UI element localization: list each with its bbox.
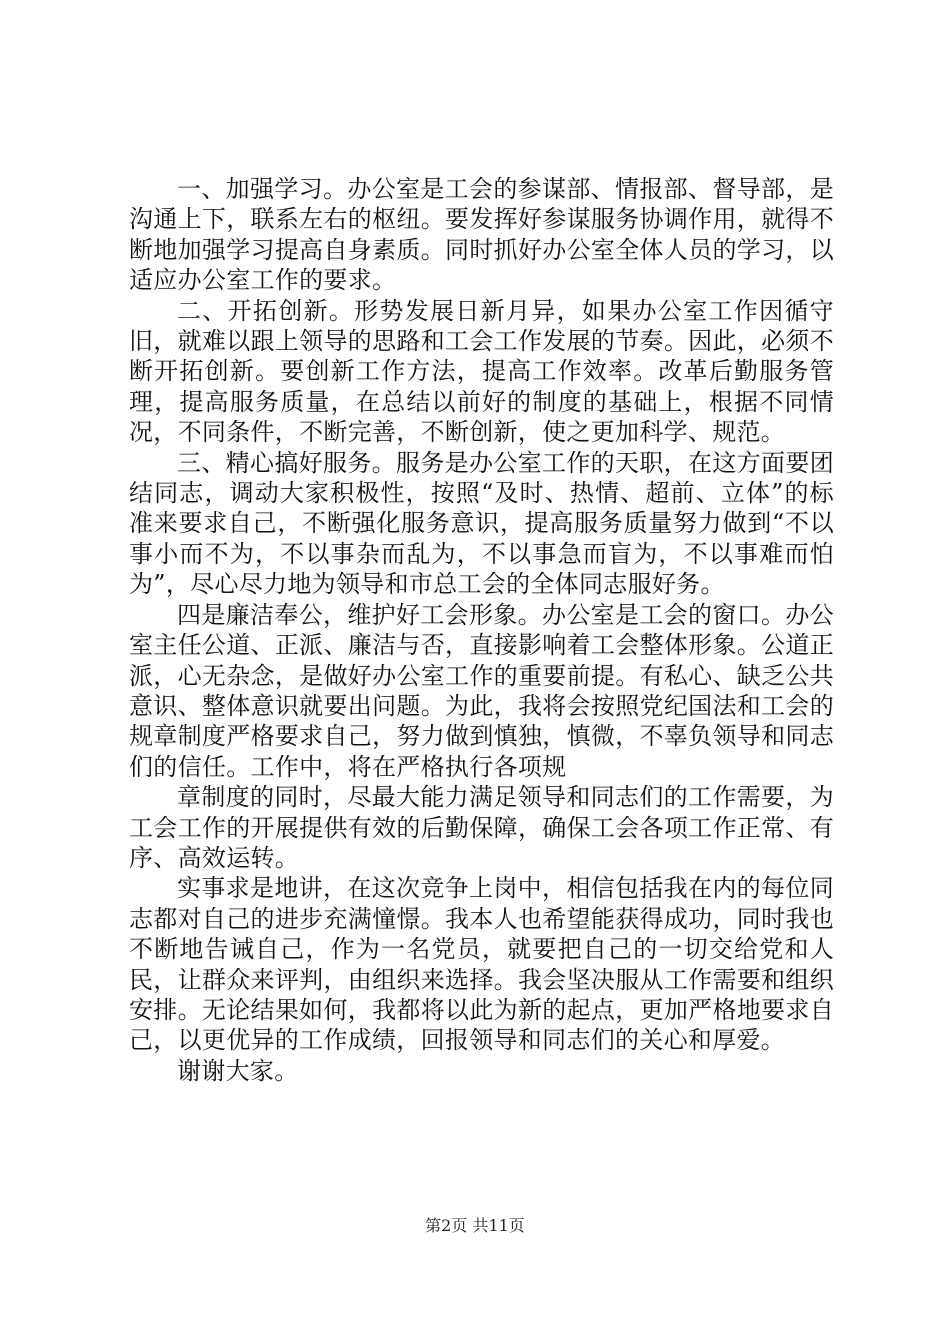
document-body [129, 174, 834, 1086]
paragraph-service: 三、精心搞好服务。服务是办公室工作的天职，在这方面要团结同志，调动大家积极性，按照“及时、热情、超前、立体”的标准来要求自己，不断强化服务意识，提高服务质量努力做到“不以事小而不为，不以事杂而乱为，不以事急而盲为，不以事难而怕为”，尽心尽力地为领导和市总工会的全体同志服好务。 [129, 448, 834, 599]
page-footer: 第2页 共11页 [425, 1216, 525, 1235]
paragraph-thanks: 谢谢大家。 [177, 1056, 299, 1085]
paragraph-study: 一、加强学习。办公室是工会的参谋部、情报部、督导部，是沟通上下，联系左右的枢纽。要发挥好参谋服务协调作用，就得不断地加强学习提高自身素质。同时抓好办公室全体人员的学习，以适应办公室工作的要求。 [129, 175, 834, 295]
paragraph-integrity: 四是廉洁奉公，维护好工会形象。办公室是工会的窗口。办公室主任公道、正派、廉洁与否，直接影响着工会整体形象。公道正派，心无杂念，是做好办公室工作的重要前提。有私心、缺乏公共意识、整体意识就要出问题。为此，我将会按照党纪国法和工会的规章制度严格要求自己，努力做到慎独，慎微，不辜负领导和同志们的信任。工作中，将在严格执行各项规 [129, 600, 834, 781]
paragraph-regulations: 章制度的同时，尽最大能力满足领导和同志们的工作需要，为工会工作的开展提供有效的后勤保障，确保工会各项工作正常、有序、高效运转。 [129, 783, 834, 872]
paragraph-innovation: 二、开拓创新。形势发展日新月异，如果办公室工作因循守旧，就难以跟上领导的思路和工会工作发展的节奏。因此，必须不断开拓创新。要创新工作方法，提高工作效率。改革后勤服务管理，提高服务质量，在总结以前好的制度的基础上，根据不同情况，不同条件，不断完善，不断创新，使之更加科学、规范。 [129, 296, 834, 447]
paragraph-competition: 实事求是地讲，在这次竞争上岗中，相信包括我在内的每位同志都对自己的进步充满憧憬。我本人也希望能获得成功，同时我也不断地告诫自己，作为一名党员，就要把自己的一切交给党和人民，让群众来评判，由组织来选择。我会坚决服从工作需要和组织安排。无论结果如何，我都将以此为新的起点，更加严格地要求自己，以更优异的工作成绩，回报领导和同志们的关心和厚爱。 [129, 874, 834, 1055]
